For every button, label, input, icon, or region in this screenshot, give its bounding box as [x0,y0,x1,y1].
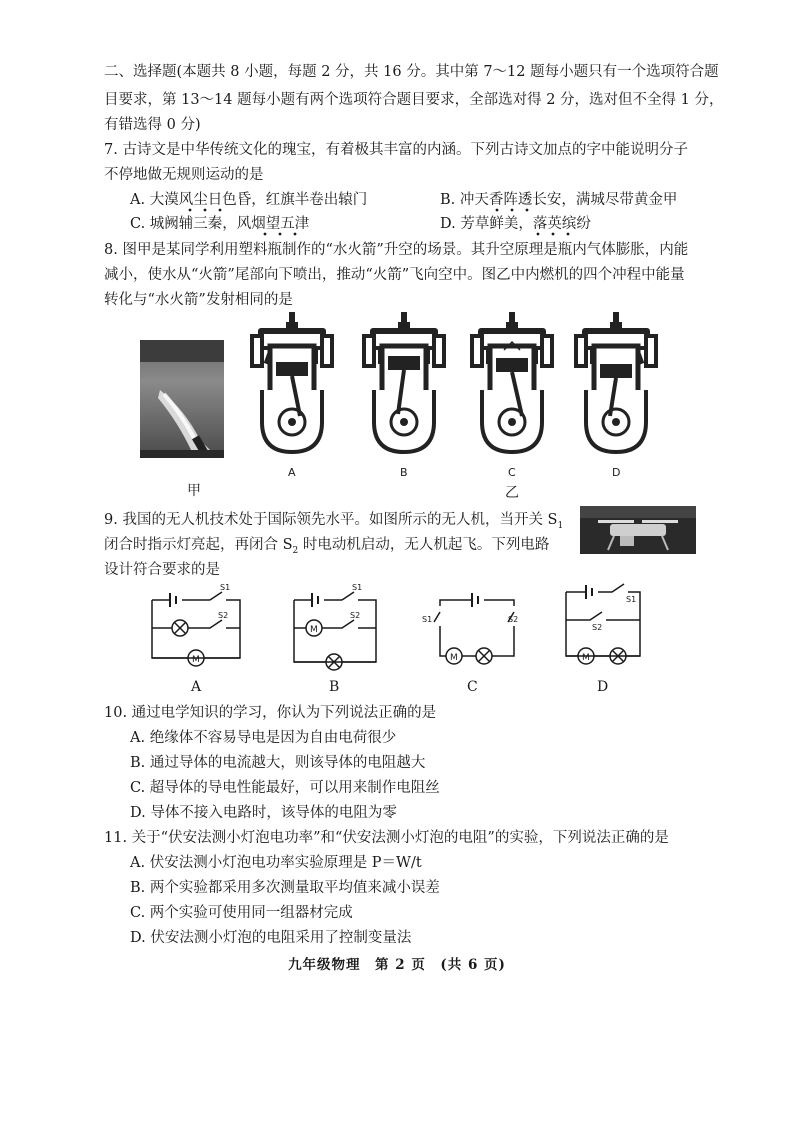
section-header-line-1: 二、选择题(本题共 8 小题，每题 2 分，共 16 分。其中第 7～12 题每小题只有一个选项符合题 [104,64,719,80]
q7-option-d: D. 芳草鲜美，落英缤纷 [440,216,591,232]
drone-photo [580,506,696,554]
q11-option-b: B. 两个实验都采用多次测量取平均值来减小误差 [130,880,440,896]
circuit-diagrams [140,582,660,682]
q8-stem-line-2: 减小，使水从“火箭”尾部向下喷出，推动“火箭”飞向空中。图乙中内燃机的四个冲程中能量 [104,267,685,283]
q7-option-a: A. 大漠风尘日色昏，红旗半卷出辕门 [130,192,368,208]
q11-option-a: A. 伏安法测小灯泡电功率实验原理是 P＝W/t [130,855,422,871]
q10-option-a: A. 绝缘体不容易导电是因为自由电荷很少 [130,730,397,746]
circuit-c-s2: S2 [508,615,519,624]
q11-stem: 11. 关于“伏安法测小灯泡电功率”和“伏安法测小灯泡的电阻”的实验，下列说法正确的是 [104,830,669,846]
engine-diagrams [248,312,668,462]
q10-option-c: C. 超导体的导电性能最好，可以用来制作电阻丝 [130,780,440,796]
circuit-b-s2: S2 [350,611,361,620]
circuit-a-s2: S2 [218,611,229,620]
q9-s1-subscript: 1 [557,520,564,531]
circuit-a-s1: S1 [220,583,231,592]
circuit-label-d: D [597,679,609,695]
q9-stem-text-2-rest: 时电动机启动，无人机起飞。下列电路 [298,537,550,553]
circuit-label-b: B [329,679,340,695]
circuit-b-s1: S1 [352,583,363,592]
q10-option-b: B. 通过导体的电流越大，则该导体的电阻越大 [130,755,426,771]
circuit-c [434,593,514,664]
q7-stem-line-1: 7. 古诗文是中华传统文化的瑰宝，有着极其丰富的内涵。下列古诗文加点的字中能说明分子 [104,142,688,158]
q7-option-c: C. 城阙辅三秦，风烟望五津 [130,216,310,232]
circuit-d-motor: M [582,653,590,663]
circuit-d-s2: S2 [592,623,603,632]
q7-option-b: B. 冲天香阵透长安，满城尽带黄金甲 [440,192,678,208]
circuit-b [294,592,376,670]
q8-stem-line-1: 8. 图甲是某同学利用塑料瓶制作的“水火箭”升空的场景。其升空原理是瓶内气体膨胀，内能 [104,242,689,258]
q9-stem-line-2 [104,535,549,561]
engine-label-c: C [508,466,516,479]
circuit-label-a: A [191,679,202,695]
q8-stem-line-3: 转化与“水火箭”发射相同的是 [104,292,293,308]
engine-label-a: A [288,466,296,479]
circuit-b-motor: M [310,625,318,635]
engine-label-b: B [400,466,408,479]
engine-label-d: D [612,466,621,479]
section-header-line-3: 有错选得 0 分) [104,117,201,133]
q9-s2-subscript: 2 [292,545,299,556]
q9-stem-line-3: 设计符合要求的是 [104,562,220,578]
q9-stem-line-1 [104,510,563,536]
circuit-c-s1: S1 [422,615,433,624]
figure-jia-label: 甲 [187,483,201,499]
circuit-label-c: C [467,679,478,695]
circuit-c-motor: M [450,653,458,663]
q10-stem: 10. 通过电学知识的学习，你认为下列说法正确的是 [104,705,437,721]
page-footer: 九年级物理 第 2 页 (共 6 页) [288,957,506,973]
water-rocket-photo [140,340,224,458]
q11-option-c: C. 两个实验可使用同一组器材完成 [130,905,353,921]
circuit-d-s1: S1 [626,595,637,604]
q10-option-d: D. 导体不接入电路时，该导体的电阻为零 [130,805,397,821]
q11-option-d: D. 伏安法测小灯泡的电阻采用了控制变量法 [130,930,412,946]
q9-stem-text-1: 9. 我国的无人机技术处于国际领先水平。如图所示的无人机，当开关 S [104,512,558,528]
circuit-a-motor: M [192,655,200,665]
q9-stem-text-2: 闭合时指示灯亮起，再闭合 S [104,537,293,553]
q7-stem-line-2: 不停地做无规则运动的是 [104,167,264,183]
section-header-line-2: 目要求，第 13～14 题每小题有两个选项符合题目要求，全部选对得 2 分，选对但不全得 1 分， [104,92,724,108]
figure-yi-label: 乙 [505,485,519,501]
